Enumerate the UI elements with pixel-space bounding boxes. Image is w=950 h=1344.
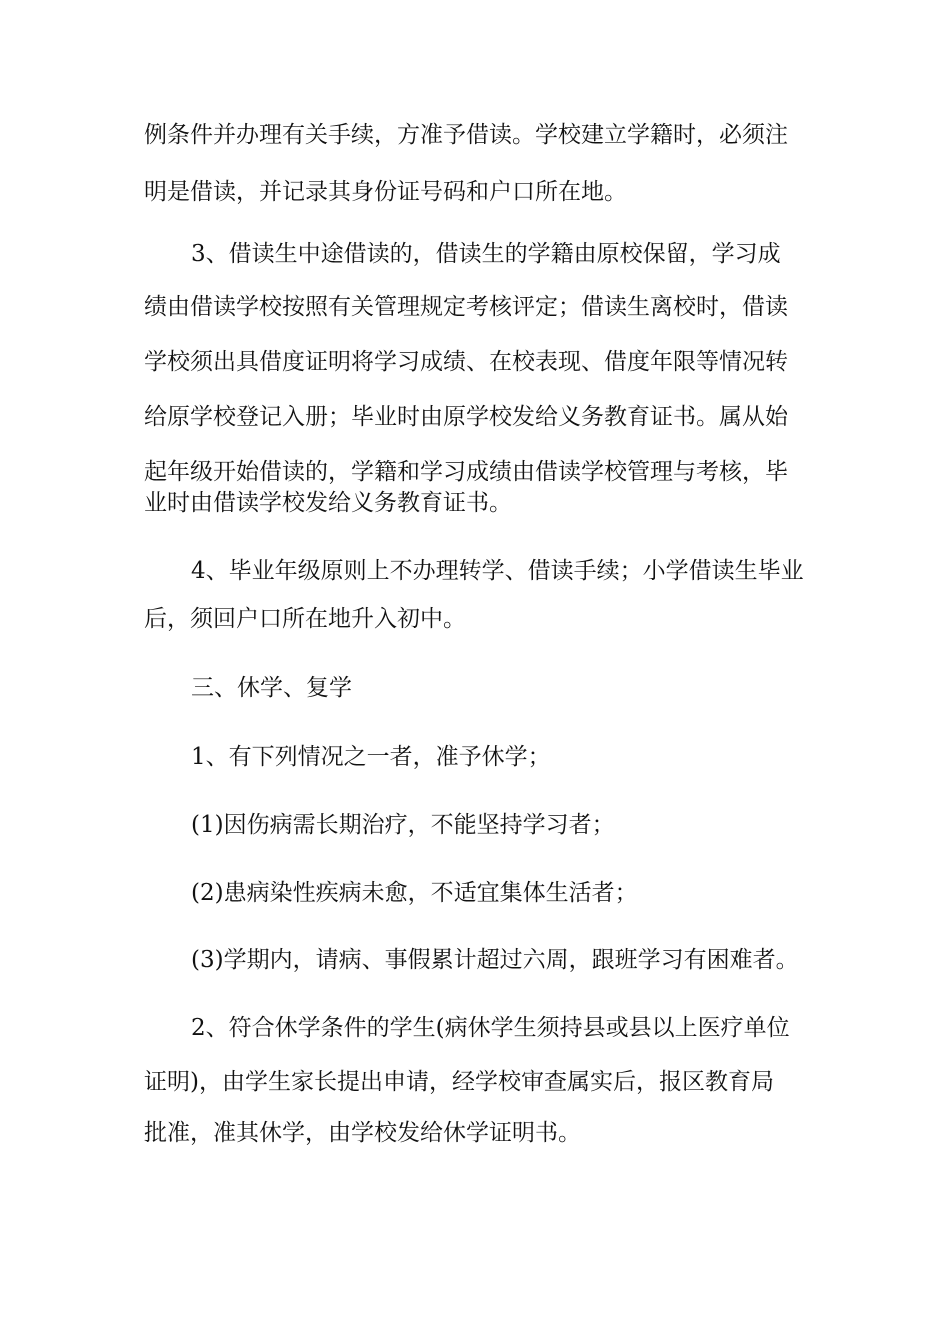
text-line: 后，须回户口所在地升入初中。 (144, 606, 466, 632)
text-line: 2、符合休学条件的学生(病休学生须持县或县以上医疗单位 (191, 1015, 790, 1041)
text-line: (1)因伤病需长期治疗，不能坚持学习者； (191, 812, 615, 838)
text-line: 例条件并办理有关手续，方准予借读。学校建立学籍时，必须注 (144, 122, 788, 148)
text-line: 明是借读，并记录其身份证号码和户口所在地。 (144, 179, 627, 205)
text-line: 给原学校登记入册；毕业时由原学校发给义务教育证书。属从始 (144, 404, 788, 430)
text-line: 业时由借读学校发给义务教育证书。 (144, 490, 512, 516)
text-line: 绩由借读学校按照有关管理规定考核评定；借读生离校时，借读 (144, 294, 788, 320)
text-line: 批准，准其休学，由学校发给休学证明书。 (144, 1120, 581, 1146)
text-line: 起年级开始借读的，学籍和学习成绩由借读学校管理与考核，毕 (144, 459, 788, 485)
section-heading: 三、休学、复学 (191, 675, 352, 701)
text-line: 证明)，由学生家长提出申请，经学校审查属实后，报区教育局 (144, 1069, 774, 1095)
text-line: (3)学期内，请病、事假累计超过六周，跟班学习有困难者。 (191, 947, 799, 973)
text-line: (2)患病染性疾病未愈，不适宜集体生活者； (191, 880, 638, 906)
text-line: 学校须出具借度证明将学习成绩、在校表现、借度年限等情况转 (144, 349, 788, 375)
text-line: 3、借读生中途借读的，借读生的学籍由原校保留，学习成 (191, 241, 781, 267)
text-line: 1、有下列情况之一者，准予休学； (191, 744, 551, 770)
text-line: 4、毕业年级原则上不办理转学、借读手续；小学借读生毕业 (191, 558, 804, 584)
